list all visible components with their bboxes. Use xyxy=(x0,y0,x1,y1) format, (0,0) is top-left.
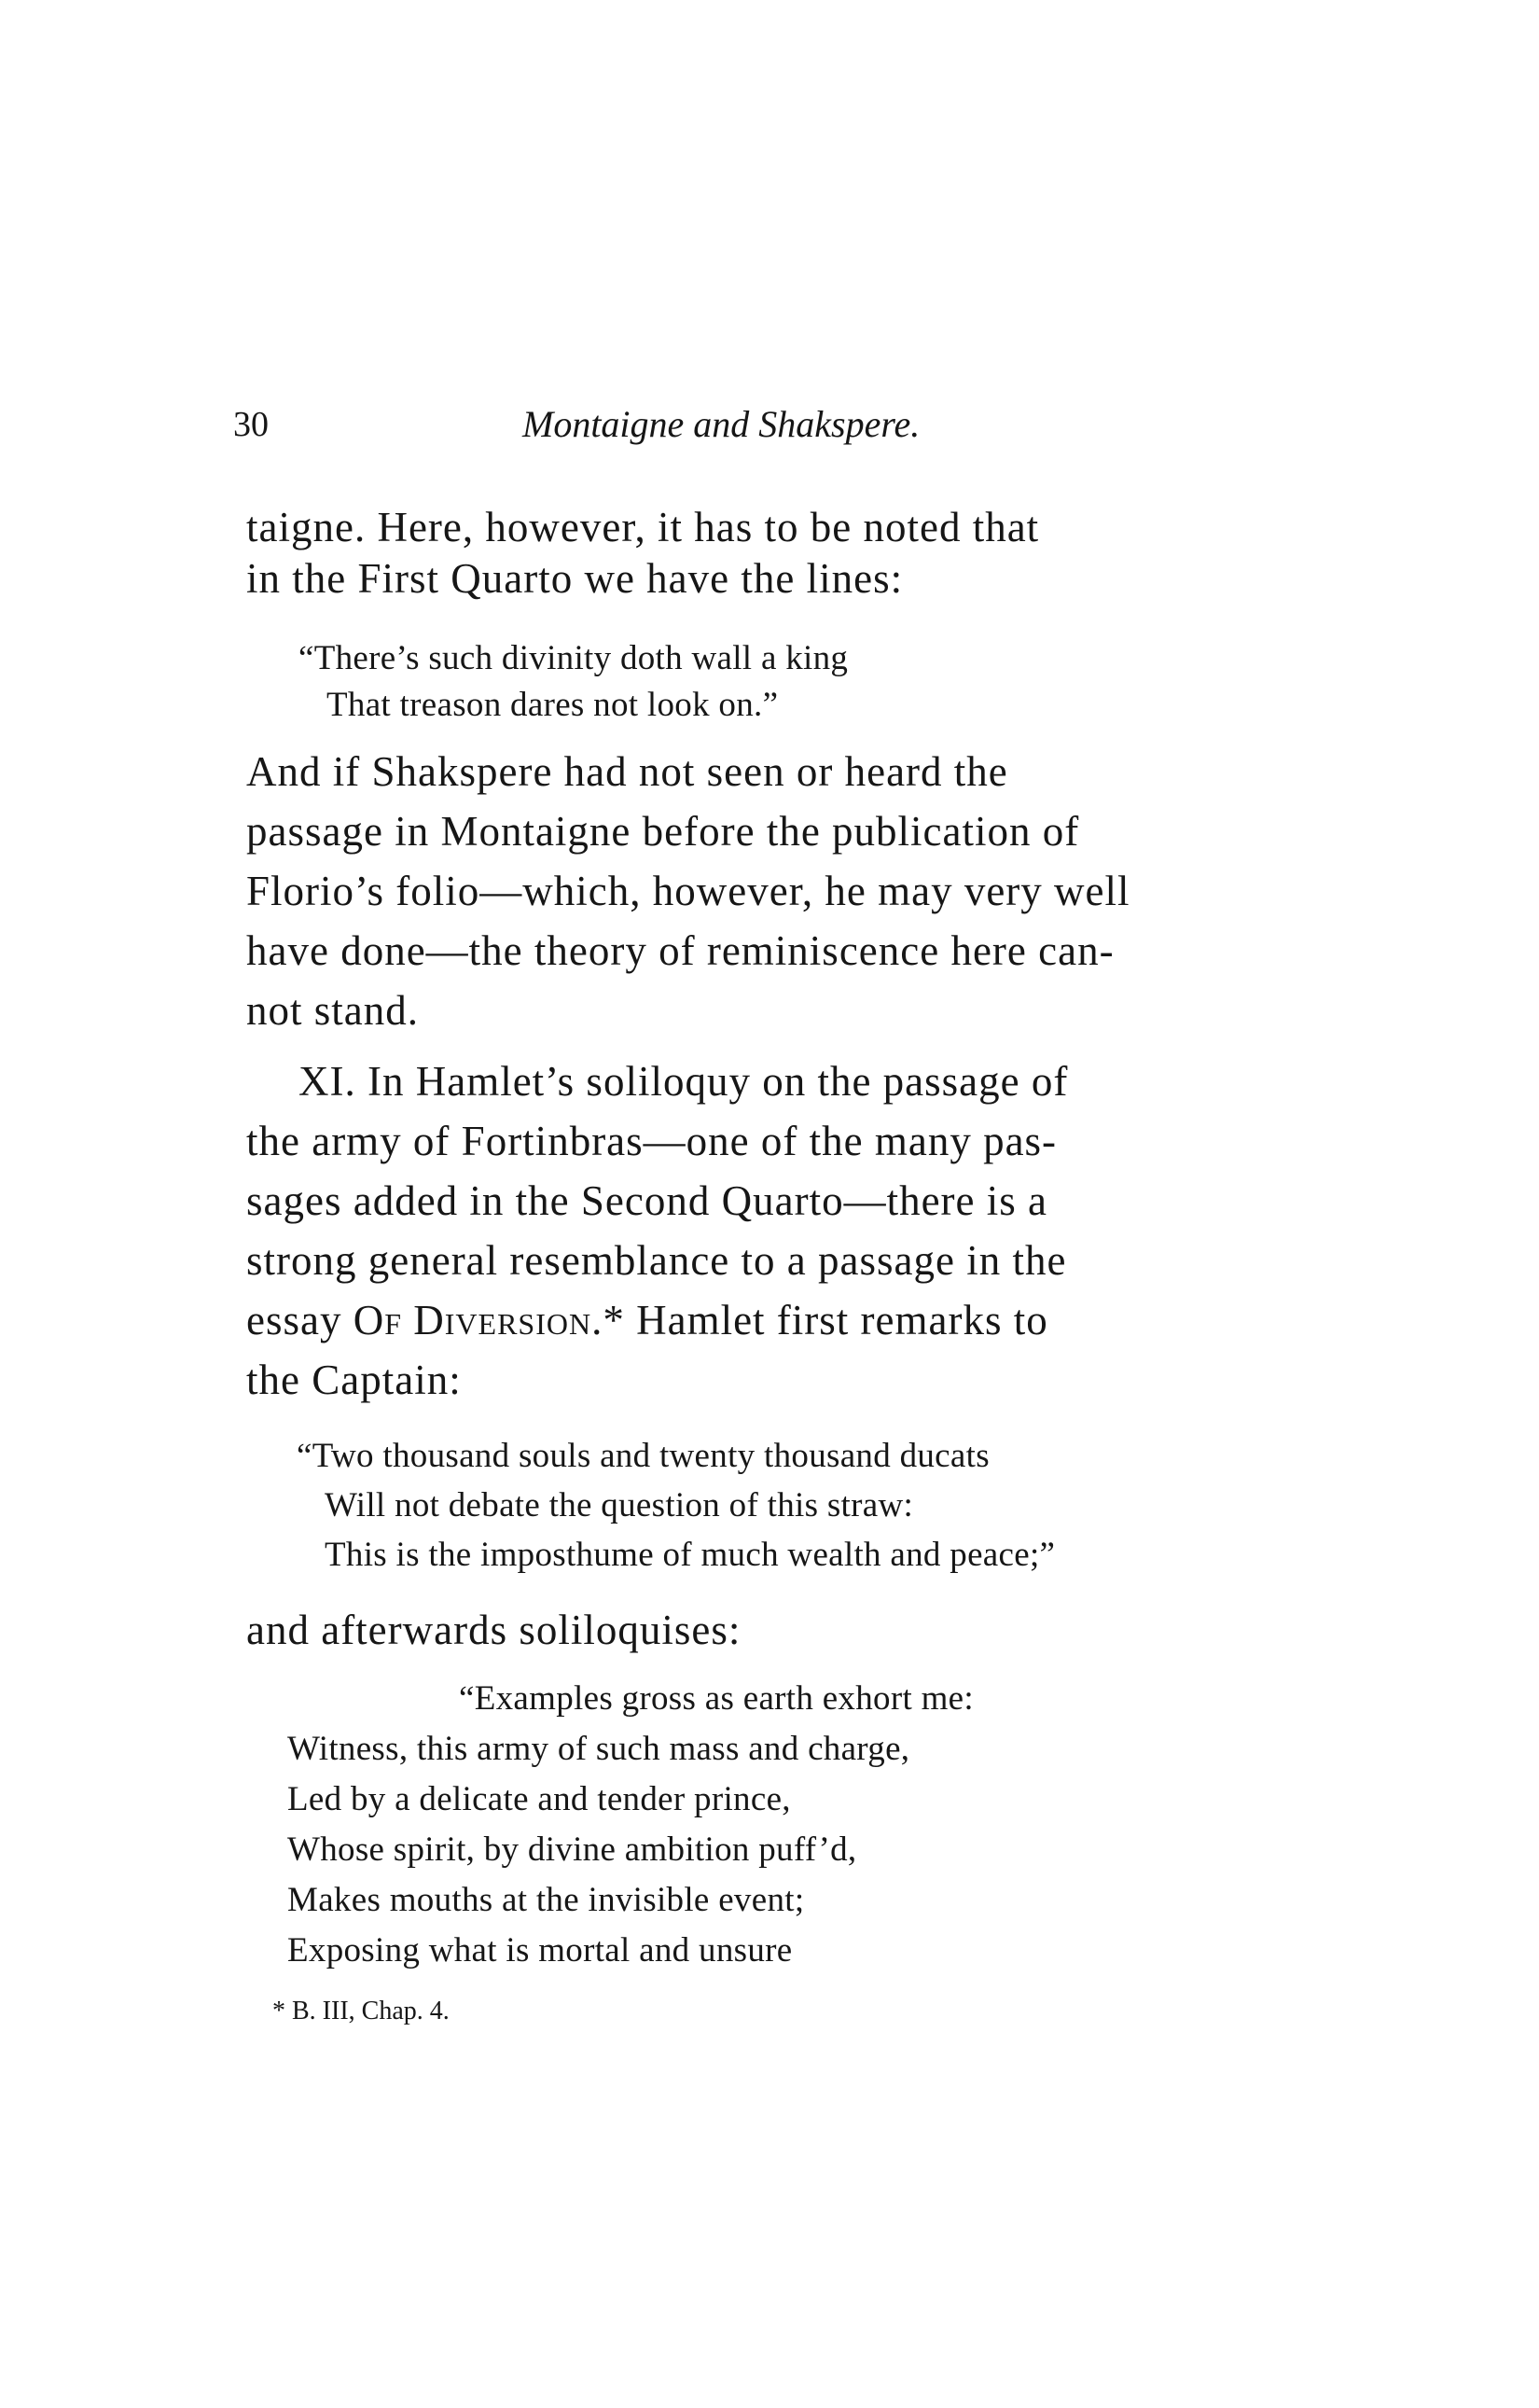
text-line: passage in Montaigne before the publication of xyxy=(246,808,1080,855)
text-line: taigne. Here, however, it has to be noted that xyxy=(246,504,1040,550)
quote-line: Led by a delicate and tender prince, xyxy=(287,1780,791,1818)
quote-line: Whose spirit, by divine ambition puff’d, xyxy=(287,1830,857,1869)
text-line: strong general resemblance to a passage in the xyxy=(246,1237,1067,1284)
quote-line: “Two thousand souls and twenty thousand ducats xyxy=(297,1437,990,1475)
quote-line: “There’s such divinity doth wall a king xyxy=(298,639,849,677)
quote-line: Makes mouths at the invisible event; xyxy=(287,1881,805,1919)
text-line: have done—the theory of reminiscence here can- xyxy=(246,927,1115,974)
text-line: the Captain: xyxy=(246,1357,462,1403)
quote-line: “Examples gross as earth exhort me: xyxy=(459,1679,974,1718)
text-line: the army of Fortinbras—one of the many pas- xyxy=(246,1118,1058,1164)
text-line: sages added in the Second Quarto—there is a xyxy=(246,1177,1047,1224)
essay-suffix: * Hamlet first remarks to xyxy=(603,1297,1048,1343)
page-number: 30 xyxy=(233,405,269,444)
text-line: Florio’s folio—which, however, he may very well xyxy=(246,868,1130,914)
quote-line: This is the imposthume of much wealth and peace;” xyxy=(325,1536,1056,1574)
essay-title: Of Diversion. xyxy=(353,1297,603,1343)
running-title: Montaigne and Shakspere. xyxy=(522,403,921,445)
quote-line: Witness, this army of such mass and charge, xyxy=(287,1730,910,1768)
quote-line: Exposing what is mortal and unsure xyxy=(287,1931,793,1970)
essay-prefix: essay xyxy=(246,1297,354,1343)
text-line: in the First Quarto we have the lines: xyxy=(246,555,904,602)
text-line: not stand. xyxy=(246,987,419,1034)
footnote: * B. III, Chap. 4. xyxy=(272,1997,450,2025)
quote-line: Will not debate the question of this straw: xyxy=(325,1486,914,1524)
text-line: and afterwards soliloquises: xyxy=(246,1607,742,1653)
text-line: XI. In Hamlet’s soliloquy on the passage of xyxy=(298,1058,1069,1105)
page-header xyxy=(233,401,1259,457)
quote-line: That treason dares not look on.” xyxy=(326,686,779,724)
text-line: And if Shakspere had not seen or heard the xyxy=(246,748,1008,795)
text-line xyxy=(246,1295,1048,1345)
